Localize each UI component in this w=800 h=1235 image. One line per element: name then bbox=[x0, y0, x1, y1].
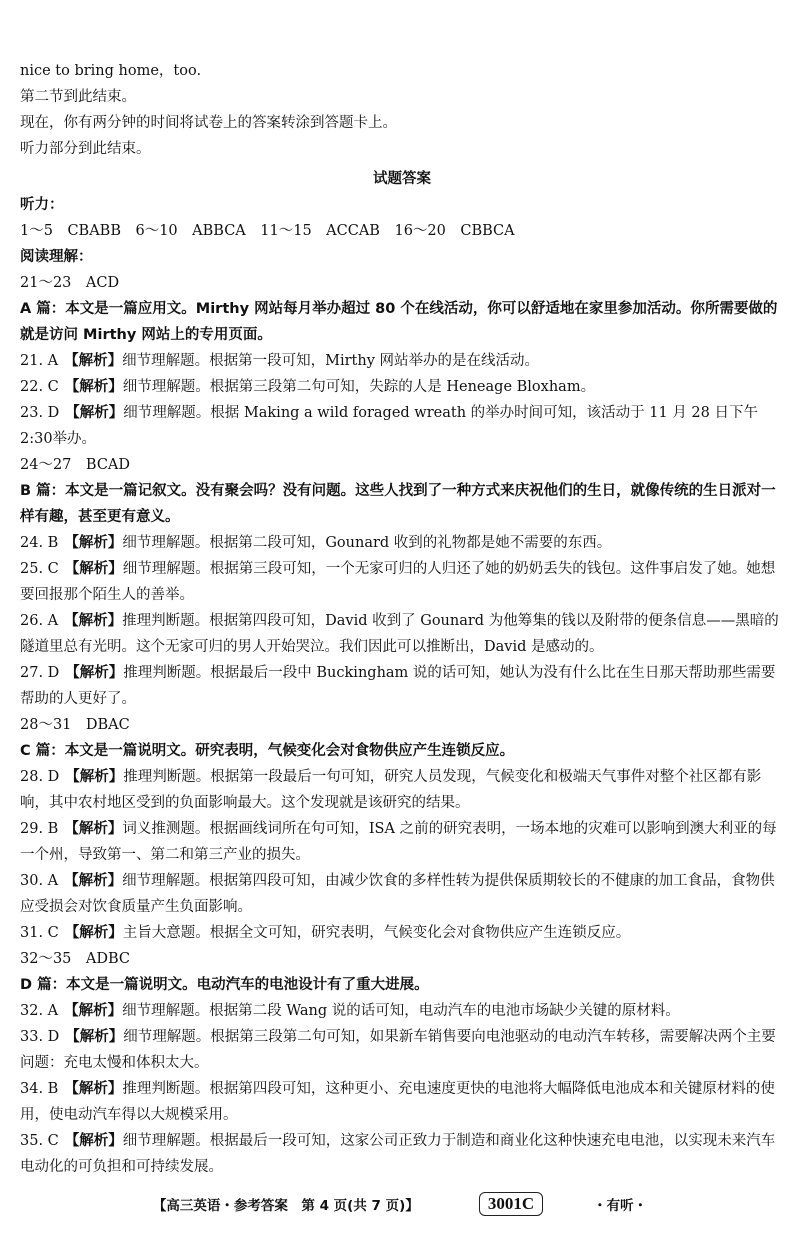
section-summary: B 篇：本文是一篇记叙文。没有聚会吗？没有问题。这些人找到了一种方式来庆祝他们的生日，就像传统的生日派对一样有趣，甚至更有意义。 bbox=[20, 483, 776, 525]
brand-mark: ・有听・ bbox=[593, 1198, 648, 1214]
question-number: 24. B bbox=[20, 535, 59, 551]
section-answer-range: 32～35 ADBC bbox=[20, 951, 131, 967]
analysis-item bbox=[20, 998, 784, 1024]
question-number: 30. A bbox=[20, 873, 59, 889]
paper-code: 3001C bbox=[479, 1192, 543, 1216]
analysis-text: 词义推测题。根据画线词所在句可知，ISA 之前的研究表明，一场本地的灾难可以影响到澳大利亚的每一个州，导致第一、第二和第三产业的损失。 bbox=[20, 821, 777, 863]
question-number: 29. B bbox=[20, 821, 59, 837]
analysis-tag: 【解析】 bbox=[64, 561, 123, 577]
listening-answers: 1～5 CBABB 6～10 ABBCA 11～15 ACCAB 16～20 CBBCA bbox=[20, 223, 515, 239]
question-number: 22. C bbox=[20, 379, 59, 395]
analysis-text: 主旨大意题。根据全文可知，研究表明，气候变化会对食物供应产生连锁反应。 bbox=[122, 925, 631, 941]
analysis-tag: 【解析】 bbox=[64, 1133, 123, 1149]
question-number: 32. A bbox=[20, 1003, 59, 1019]
analysis-tag: 【解析】 bbox=[65, 405, 124, 421]
analysis-item bbox=[20, 764, 784, 816]
analysis-text: 细节理解题。根据第三段第二句可知，失踪的人是 Heneage Bloxham。 bbox=[122, 379, 596, 395]
question-number: 33. D bbox=[20, 1029, 60, 1045]
analysis-item bbox=[20, 556, 784, 608]
analysis-text: 推理判断题。根据第四段可知，这种更小、充电速度更快的电池将大幅降低电池成本和关键原材料的使用，使电动汽车得以大规模采用。 bbox=[20, 1081, 775, 1123]
analysis-tag: 【解析】 bbox=[64, 613, 123, 629]
analysis-text: 细节理解题。根据第三段可知，一个无家可归的人归还了她的奶奶丢失的钱包。这件事启发了她。她想要回报那个陌生人的善举。 bbox=[20, 561, 776, 603]
analysis-tag: 【解析】 bbox=[64, 925, 123, 941]
analysis-tag: 【解析】 bbox=[64, 821, 123, 837]
question-number: 26. A bbox=[20, 613, 59, 629]
section-summary: A 篇：本文是一篇应用文。Mirthy 网站每月举办超过 80 个在线活动，你可以舒适地在家里参加活动。你所需要做的就是访问 Mirthy 网站上的专用页面。 bbox=[20, 301, 778, 343]
intro-block bbox=[20, 58, 784, 162]
reading-heading: 阅读理解： bbox=[20, 249, 93, 265]
analysis-item bbox=[20, 1024, 784, 1076]
analysis-text: 细节理解题。根据第一段可知，Mirthy 网站举办的是在线活动。 bbox=[122, 353, 540, 369]
question-number: 27. D bbox=[20, 665, 60, 681]
analysis-tag: 【解析】 bbox=[65, 1029, 124, 1045]
analysis-tag: 【解析】 bbox=[64, 1081, 123, 1097]
analysis-tag: 【解析】 bbox=[64, 379, 123, 395]
question-number: 28. D bbox=[20, 769, 60, 785]
analysis-tag: 【解析】 bbox=[64, 1003, 123, 1019]
question-number: 25. C bbox=[20, 561, 59, 577]
reading-sections bbox=[20, 270, 784, 1180]
analysis-text: 细节理解题。根据最后一段可知，这家公司正致力于制造和商业化这种快速充电电池，以实现未来汽车电动化的可负担和可持续发展。 bbox=[20, 1133, 776, 1175]
analysis-item bbox=[20, 920, 784, 946]
analysis-item bbox=[20, 660, 784, 712]
question-number: 34. B bbox=[20, 1081, 59, 1097]
analysis-text: 细节理解题。根据第四段可知，由减少饮食的多样性转为提供保质期较长的不健康的加工食品，食物供应受损会对饮食质量产生负面影响。 bbox=[20, 873, 775, 915]
question-number: 23. D bbox=[20, 405, 60, 421]
analysis-tag: 【解析】 bbox=[64, 873, 123, 889]
section-summary: D 篇：本文是一篇说明文。电动汽车的电池设计有了重大进展。 bbox=[20, 977, 429, 993]
listening-heading: 听力： bbox=[20, 197, 64, 213]
intro-line: 现在，你有两分钟的时间将试卷上的答案转涂到答题卡上。 bbox=[20, 115, 397, 131]
analysis-item bbox=[20, 348, 784, 374]
page-title: 试题答案 bbox=[373, 171, 431, 187]
analysis-item bbox=[20, 868, 784, 920]
analysis-tag: 【解析】 bbox=[65, 665, 124, 681]
analysis-item bbox=[20, 400, 784, 452]
analysis-item bbox=[20, 608, 784, 660]
analysis-tag: 【解析】 bbox=[65, 769, 124, 785]
analysis-tag: 【解析】 bbox=[64, 535, 123, 551]
intro-line: nice to bring home，too. bbox=[20, 63, 202, 79]
analysis-item bbox=[20, 1076, 784, 1128]
analysis-item bbox=[20, 1128, 784, 1180]
analysis-item bbox=[20, 374, 784, 400]
answer-page bbox=[20, 58, 784, 1180]
footer-label: 【高三英语・参考答案 第 4 页(共 7 页)】 bbox=[152, 1198, 419, 1214]
question-number: 35. C bbox=[20, 1133, 59, 1149]
section-answer-range: 21～23 ACD bbox=[20, 275, 120, 291]
analysis-text: 推理判断题。根据最后一段中 Buckingham 说的话可知，她认为没有什么比在生日那天帮助那些需要帮助的人更好了。 bbox=[20, 665, 776, 707]
section-answer-range: 24～27 BCAD bbox=[20, 457, 131, 473]
analysis-text: 细节理解题。根据第二段 Wang 说的话可知，电动汽车的电池市场缺少关键的原材料。 bbox=[122, 1003, 680, 1019]
analysis-text: 推理判断题。根据第四段可知，David 收到了 Gounard 为他筹集的钱以及附带的便条信息——黑暗的隧道里总有光明。这个无家可归的男人开始哭泣。我们因此可以推断出，David 是感动的。 bbox=[20, 613, 779, 655]
analysis-text: 细节理解题。根据第二段可知，Gounard 收到的礼物都是她不需要的东西。 bbox=[122, 535, 612, 551]
question-number: 31. C bbox=[20, 925, 59, 941]
section-summary: C 篇：本文是一篇说明文。研究表明，气候变化会对食物供应产生连锁反应。 bbox=[20, 743, 515, 759]
analysis-tag: 【解析】 bbox=[64, 353, 123, 369]
analysis-item bbox=[20, 530, 784, 556]
page-footer bbox=[0, 1192, 800, 1216]
section-answer-range: 28～31 DBAC bbox=[20, 717, 130, 733]
intro-line: 听力部分到此结束。 bbox=[20, 141, 151, 157]
analysis-text: 细节理解题。根据第三段第二句可知，如果新车销售要向电池驱动的电动汽车转移，需要解决两个主要问题：充电太慢和体积太大。 bbox=[20, 1029, 776, 1071]
analysis-text: 推理判断题。根据第一段最后一句可知，研究人员发现，气候变化和极端天气事件对整个社区都有影响，其中农村地区受到的负面影响最大。这个发现就是该研究的结果。 bbox=[20, 769, 762, 811]
question-number: 21. A bbox=[20, 353, 59, 369]
analysis-text: 细节理解题。根据 Making a wild foraged wreath 的举办时间可知，该活动于 11 月 28 日下午 2:30举办。 bbox=[20, 405, 758, 447]
analysis-item bbox=[20, 816, 784, 868]
intro-line: 第二节到此结束。 bbox=[20, 89, 136, 105]
